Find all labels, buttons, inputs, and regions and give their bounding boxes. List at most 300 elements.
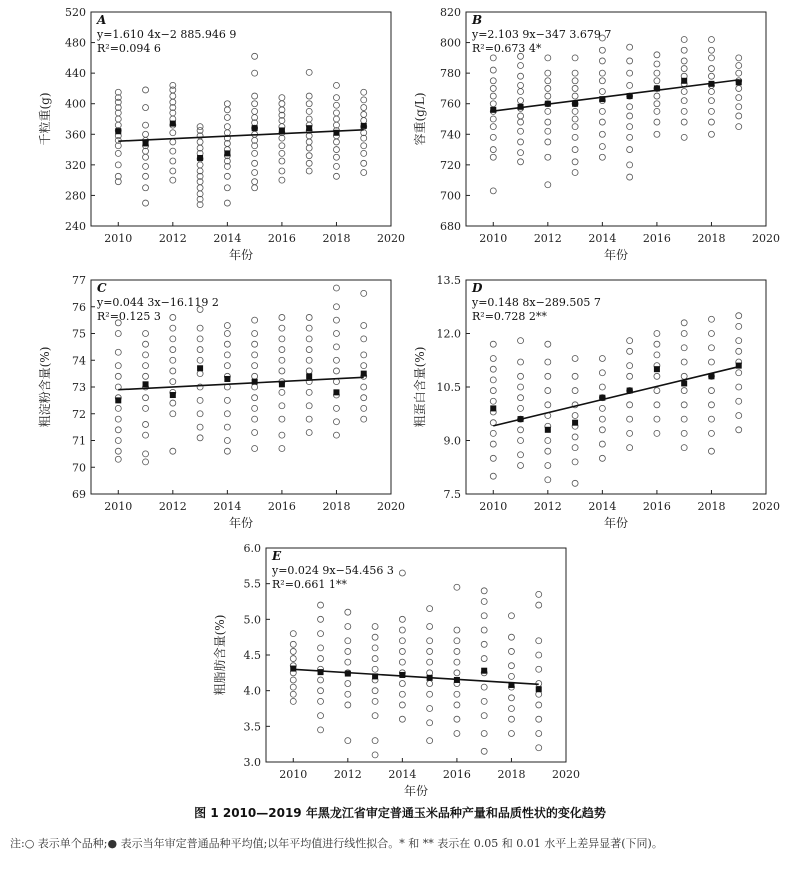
variety-point — [306, 168, 312, 174]
variety-point — [681, 37, 687, 43]
yearly-mean-marker — [318, 669, 324, 675]
variety-point — [736, 95, 742, 101]
variety-point — [736, 427, 742, 433]
variety-point — [399, 627, 405, 633]
variety-point — [170, 314, 176, 320]
variety-point — [536, 638, 542, 644]
variety-point — [252, 179, 258, 185]
r-squared: R²=0.728 2** — [472, 310, 547, 323]
variety-point — [681, 359, 687, 365]
variety-point — [170, 448, 176, 454]
variety-point — [454, 702, 460, 708]
variety-point — [197, 124, 203, 130]
variety-point — [170, 177, 176, 183]
variety-point — [252, 185, 258, 191]
variety-point — [115, 438, 121, 444]
variety-point — [654, 70, 660, 76]
variety-point — [306, 153, 312, 159]
yearly-mean-marker — [279, 127, 285, 133]
variety-point — [361, 290, 367, 296]
variety-point — [708, 430, 714, 436]
variety-point — [333, 368, 339, 374]
x-axis-label: 年份 — [403, 784, 429, 798]
variety-point — [143, 459, 149, 465]
variety-point — [306, 69, 312, 75]
variety-point — [481, 613, 487, 619]
variety-point — [399, 638, 405, 644]
variety-point — [279, 389, 285, 395]
variety-point — [654, 341, 660, 347]
y-tick-label: 12.0 — [436, 327, 461, 341]
yearly-mean-marker — [654, 85, 660, 91]
yearly-mean-marker — [599, 395, 605, 401]
variety-point — [170, 379, 176, 385]
x-tick-label: 2016 — [267, 232, 296, 245]
variety-point — [372, 623, 378, 629]
variety-point — [654, 352, 660, 358]
y-tick-label: 70 — [72, 461, 86, 475]
variety-point — [333, 154, 339, 160]
variety-point — [599, 47, 605, 53]
yearly-mean-marker — [345, 671, 351, 677]
variety-point — [372, 698, 378, 704]
variety-point — [279, 150, 285, 156]
variety-point — [518, 452, 524, 458]
variety-point — [197, 357, 203, 363]
variety-point — [372, 713, 378, 719]
panel-letter: B — [472, 13, 483, 27]
variety-point — [372, 666, 378, 672]
yearly-mean-marker — [427, 675, 433, 681]
variety-point — [508, 663, 514, 669]
x-tick-label: 2012 — [533, 232, 562, 245]
variety-point — [490, 67, 496, 73]
variety-point — [252, 416, 258, 422]
variety-point — [115, 363, 121, 369]
variety-point — [252, 352, 258, 358]
variety-point — [545, 119, 551, 125]
variety-point — [318, 616, 324, 622]
variety-point — [490, 473, 496, 479]
y-tick-label: 5.5 — [243, 577, 261, 591]
variety-point — [306, 347, 312, 353]
x-tick-label: 2020 — [752, 500, 780, 513]
y-tick-label: 75 — [72, 327, 86, 341]
yearly-mean-marker — [306, 373, 312, 379]
y-tick-label: 9.0 — [443, 434, 461, 448]
trend-line — [293, 669, 538, 684]
variety-point — [599, 355, 605, 361]
variety-point — [333, 110, 339, 116]
variety-point — [197, 162, 203, 168]
variety-point — [333, 432, 339, 438]
variety-point — [490, 85, 496, 91]
variety-point — [490, 398, 496, 404]
yearly-mean-marker — [115, 128, 121, 134]
variety-point — [627, 82, 633, 88]
variety-point — [361, 150, 367, 156]
panel-A — [37, 6, 405, 262]
x-tick-label: 2016 — [442, 768, 471, 781]
variety-point — [627, 44, 633, 50]
trend-line — [493, 367, 738, 426]
variety-point — [143, 405, 149, 411]
variety-point — [681, 331, 687, 337]
variety-point — [115, 373, 121, 379]
variety-point — [481, 684, 487, 690]
variety-point — [599, 108, 605, 114]
variety-point — [427, 706, 433, 712]
variety-point — [252, 317, 258, 323]
variety-point — [518, 359, 524, 365]
x-tick-label: 2020 — [377, 500, 405, 513]
x-tick-label: 2016 — [642, 232, 671, 245]
variety-point — [536, 652, 542, 658]
variety-point — [318, 713, 324, 719]
variety-point — [481, 588, 487, 594]
x-tick-label: 2012 — [158, 500, 187, 513]
variety-point — [170, 357, 176, 363]
variety-point — [361, 89, 367, 95]
variety-point — [490, 366, 496, 372]
variety-point — [627, 147, 633, 153]
variety-point — [252, 108, 258, 114]
yearly-mean-marker — [454, 677, 460, 683]
variety-point — [115, 116, 121, 122]
variety-point — [736, 104, 742, 110]
variety-point — [572, 355, 578, 361]
yearly-mean-marker — [399, 672, 405, 678]
variety-point — [599, 154, 605, 160]
variety-point — [143, 395, 149, 401]
variety-point — [536, 745, 542, 751]
yearly-mean-marker — [170, 121, 176, 127]
variety-point — [536, 602, 542, 608]
variety-point — [708, 55, 714, 61]
variety-point — [545, 139, 551, 145]
yearly-mean-marker — [481, 668, 487, 674]
variety-point — [345, 648, 351, 654]
variety-point — [490, 134, 496, 140]
variety-point — [318, 656, 324, 662]
variety-point — [306, 325, 312, 331]
variety-point — [545, 373, 551, 379]
x-tick-label: 2014 — [213, 500, 242, 513]
variety-point — [306, 314, 312, 320]
x-tick-label: 2018 — [322, 500, 351, 513]
variety-point — [197, 435, 203, 441]
variety-point — [508, 648, 514, 654]
figure-note: 注:○ 表示单个品种;● 表示当年审定普通品种平均值;以年平均值进行线性拟合。* 和 ** 表示在 0.05 和 0.01 水平上差异显著(下同)。 — [10, 837, 663, 850]
variety-point — [361, 111, 367, 117]
yearly-mean-marker — [518, 104, 524, 110]
variety-point — [252, 405, 258, 411]
r-squared: R²=0.673 4* — [472, 42, 542, 55]
variety-point — [599, 384, 605, 390]
variety-point — [306, 160, 312, 166]
variety-point — [545, 477, 551, 483]
variety-point — [197, 424, 203, 430]
variety-point — [572, 116, 578, 122]
variety-point — [654, 373, 660, 379]
variety-point — [333, 317, 339, 323]
variety-point — [599, 427, 605, 433]
variety-point — [170, 158, 176, 164]
variety-point — [536, 702, 542, 708]
variety-point — [545, 128, 551, 134]
variety-point — [599, 144, 605, 150]
y-tick-label: 10.5 — [436, 381, 461, 394]
variety-point — [490, 341, 496, 347]
variety-point — [279, 368, 285, 374]
variety-point — [490, 188, 496, 194]
variety-point — [518, 338, 524, 344]
variety-point — [252, 70, 258, 76]
variety-point — [345, 609, 351, 615]
variety-point — [627, 402, 633, 408]
variety-point — [518, 73, 524, 79]
variety-point — [345, 623, 351, 629]
variety-point — [599, 416, 605, 422]
yearly-mean-marker — [508, 682, 514, 688]
yearly-mean-marker — [599, 96, 605, 102]
variety-point — [481, 599, 487, 605]
variety-point — [572, 388, 578, 394]
variety-point — [572, 159, 578, 165]
variety-point — [197, 371, 203, 377]
variety-point — [143, 131, 149, 137]
variety-point — [361, 322, 367, 328]
y-axis-label: 千粒重(g) — [38, 92, 52, 146]
variety-point — [372, 688, 378, 694]
variety-point — [279, 325, 285, 331]
x-tick-label: 2010 — [279, 768, 308, 781]
variety-point — [170, 368, 176, 374]
variety-point — [252, 373, 258, 379]
variety-point — [627, 430, 633, 436]
variety-point — [279, 314, 285, 320]
variety-point — [318, 727, 324, 733]
variety-point — [252, 429, 258, 435]
yearly-mean-marker — [197, 155, 203, 161]
variety-point — [572, 413, 578, 419]
yearly-mean-marker — [708, 373, 714, 379]
variety-point — [490, 441, 496, 447]
variety-point — [143, 163, 149, 169]
variety-point — [490, 355, 496, 361]
variety-point — [708, 88, 714, 94]
variety-point — [572, 85, 578, 91]
x-tick-label: 2010 — [104, 500, 133, 513]
y-tick-label: 240 — [65, 220, 86, 233]
variety-point — [572, 124, 578, 130]
variety-point — [681, 373, 687, 379]
variety-point — [427, 738, 433, 744]
variety-point — [170, 325, 176, 331]
y-tick-label: 360 — [65, 128, 86, 142]
variety-point — [333, 95, 339, 101]
variety-point — [361, 118, 367, 124]
variety-point — [279, 143, 285, 149]
variety-point — [252, 384, 258, 390]
variety-point — [361, 405, 367, 411]
variety-point — [279, 158, 285, 164]
variety-point — [306, 116, 312, 122]
x-tick-label: 2014 — [213, 232, 242, 245]
variety-point — [252, 446, 258, 452]
variety-point — [518, 82, 524, 88]
variety-point — [361, 363, 367, 369]
variety-point — [736, 398, 742, 404]
x-tick-label: 2018 — [322, 232, 351, 245]
variety-point — [454, 691, 460, 697]
variety-point — [599, 119, 605, 125]
variety-point — [736, 313, 742, 319]
variety-point — [197, 397, 203, 403]
variety-point — [224, 101, 230, 107]
variety-point — [599, 441, 605, 447]
regression-equation: y=0.024 9x−54.456 3 — [272, 564, 394, 577]
variety-point — [490, 377, 496, 383]
variety-point — [279, 168, 285, 174]
variety-point — [481, 748, 487, 754]
variety-point — [627, 70, 633, 76]
variety-point — [333, 344, 339, 350]
yearly-mean-marker — [252, 379, 258, 385]
variety-point — [545, 402, 551, 408]
variety-point — [454, 638, 460, 644]
trend-line — [118, 377, 363, 389]
variety-point — [279, 95, 285, 101]
variety-point — [333, 82, 339, 88]
yearly-mean-marker — [252, 125, 258, 131]
variety-point — [115, 150, 121, 156]
variety-point — [681, 388, 687, 394]
variety-point — [399, 716, 405, 722]
variety-point — [545, 182, 551, 188]
variety-point — [518, 113, 524, 119]
variety-point — [572, 93, 578, 99]
yearly-mean-marker — [170, 392, 176, 398]
variety-point — [627, 113, 633, 119]
variety-point — [572, 445, 578, 451]
x-tick-label: 2018 — [697, 232, 726, 245]
variety-point — [454, 730, 460, 736]
variety-point — [333, 357, 339, 363]
variety-point — [627, 174, 633, 180]
variety-point — [572, 147, 578, 153]
variety-point — [306, 145, 312, 151]
variety-point — [572, 459, 578, 465]
variety-point — [279, 403, 285, 409]
variety-point — [361, 97, 367, 103]
variety-point — [252, 395, 258, 401]
variety-point — [279, 432, 285, 438]
variety-point — [708, 402, 714, 408]
variety-point — [333, 331, 339, 337]
variety-point — [399, 681, 405, 687]
y-axis-label: 粗脂肪含量(%) — [213, 614, 227, 696]
variety-point — [345, 702, 351, 708]
variety-point — [170, 168, 176, 174]
variety-point — [333, 147, 339, 153]
panel-E — [212, 542, 580, 798]
variety-point — [536, 591, 542, 597]
variety-point — [490, 147, 496, 153]
variety-point — [736, 70, 742, 76]
variety-point — [143, 352, 149, 358]
variety-point — [545, 341, 551, 347]
variety-point — [252, 363, 258, 369]
variety-point — [143, 122, 149, 128]
variety-point — [170, 400, 176, 406]
variety-point — [372, 645, 378, 651]
x-tick-label: 2012 — [158, 232, 187, 245]
yearly-mean-marker — [224, 376, 230, 382]
y-tick-label: 7.5 — [443, 488, 461, 501]
variety-point — [508, 695, 514, 701]
variety-point — [627, 445, 633, 451]
variety-point — [279, 336, 285, 342]
x-tick-label: 2020 — [377, 232, 405, 245]
variety-point — [736, 85, 742, 91]
variety-point — [279, 177, 285, 183]
variety-point — [306, 429, 312, 435]
variety-point — [490, 388, 496, 394]
yearly-mean-marker — [736, 363, 742, 369]
y-tick-label: 760 — [440, 97, 461, 111]
variety-point — [345, 659, 351, 665]
y-tick-label: 700 — [440, 189, 461, 203]
variety-point — [427, 720, 433, 726]
variety-point — [224, 341, 230, 347]
variety-point — [490, 101, 496, 107]
variety-point — [545, 78, 551, 84]
yearly-mean-marker — [490, 107, 496, 113]
x-axis-label: 年份 — [603, 516, 629, 530]
x-tick-label: 2014 — [588, 232, 617, 245]
variety-point — [518, 139, 524, 145]
variety-point — [143, 185, 149, 191]
x-tick-label: 2018 — [497, 768, 526, 781]
variety-point — [481, 627, 487, 633]
variety-point — [224, 107, 230, 113]
yearly-mean-marker — [518, 416, 524, 422]
variety-point — [518, 395, 524, 401]
variety-point — [399, 702, 405, 708]
variety-point — [627, 416, 633, 422]
variety-point — [361, 336, 367, 342]
variety-point — [627, 363, 633, 369]
variety-point — [572, 170, 578, 176]
variety-point — [252, 93, 258, 99]
variety-point — [306, 139, 312, 145]
variety-point — [345, 738, 351, 744]
variety-point — [361, 384, 367, 390]
variety-point — [708, 345, 714, 351]
y-tick-label: 3.0 — [243, 756, 261, 769]
variety-point — [654, 388, 660, 394]
variety-point — [518, 427, 524, 433]
variety-point — [572, 55, 578, 61]
y-tick-label: 74 — [72, 354, 86, 368]
variety-point — [545, 55, 551, 61]
variety-point — [654, 78, 660, 84]
variety-point — [708, 37, 714, 43]
variety-point — [170, 82, 176, 88]
variety-point — [399, 648, 405, 654]
variety-point — [224, 322, 230, 328]
